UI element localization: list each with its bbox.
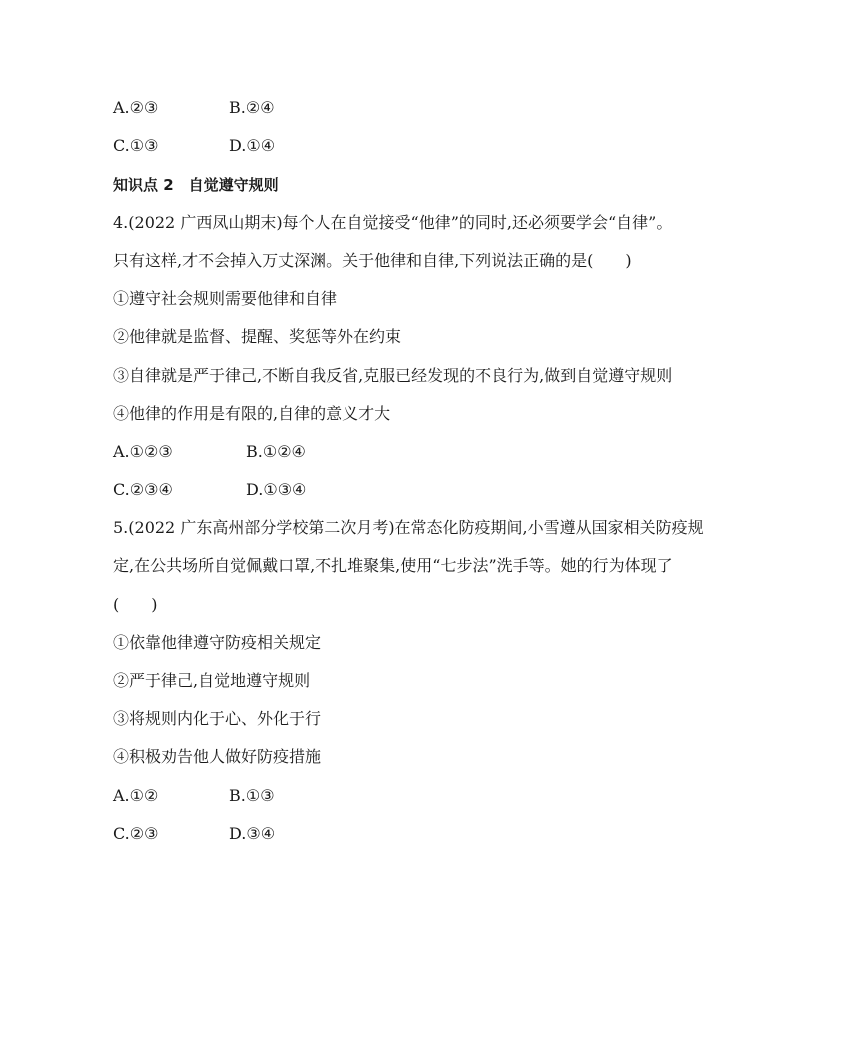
q5-option-a: A.①② <box>113 786 159 805</box>
q4-option-b: B.①②④ <box>246 442 306 461</box>
q4-option-a: A.①②③ <box>113 442 173 461</box>
q4-option-d: D.①③④ <box>246 480 307 499</box>
q4-option-c: C.②③④ <box>113 480 173 499</box>
q5-option-c: C.②③ <box>113 824 159 843</box>
q5-statement-4: ④积极劝告他人做好防疫措施 <box>113 747 322 766</box>
q5-stem-line3: ( ) <box>113 595 158 614</box>
q3-option-a: A.②③ <box>113 98 159 117</box>
q4-statement-3: ③自律就是严于律己,不断自我反省,克服已经发现的不良行为,做到自觉遵守规则 <box>113 366 673 385</box>
q5-option-b: B.①③ <box>229 786 275 805</box>
q5-stem-line2: 定,在公共场所自觉佩戴口罩,不扎堆聚集,使用“七步法”洗手等。她的行为体现了 <box>113 556 673 575</box>
q3-option-c: C.①③ <box>113 136 159 155</box>
q5-option-d: D.③④ <box>229 824 276 843</box>
q5-stem-line1: 5.(2022 广东高州部分学校第二次月考)在常态化防疫期间,小雪遵从国家相关防疫规 <box>113 518 704 537</box>
q4-stem-line2: 只有这样,才不会掉入万丈深渊。关于他律和自律,下列说法正确的是( ) <box>113 251 632 270</box>
q3-option-b: B.②④ <box>229 98 275 117</box>
q5-statement-3: ③将规则内化于心、外化于行 <box>113 709 322 728</box>
q4-statement-4: ④他律的作用是有限的,自律的意义才大 <box>113 404 391 423</box>
section-heading: 知识点 2 自觉遵守规则 <box>113 176 279 194</box>
q4-statement-1: ①遵守社会规则需要他律和自律 <box>113 289 338 308</box>
q4-stem-line1: 4.(2022 广西凤山期末)每个人在自觉接受“他律”的同时,还必须要学会“自律”。 <box>113 213 673 232</box>
q3-option-d: D.①④ <box>229 136 276 155</box>
q5-statement-2: ②严于律己,自觉地遵守规则 <box>113 671 311 690</box>
q5-statement-1: ①依靠他律遵守防疫相关规定 <box>113 633 322 652</box>
q4-statement-2: ②他律就是监督、提醒、奖惩等外在约束 <box>113 327 402 346</box>
